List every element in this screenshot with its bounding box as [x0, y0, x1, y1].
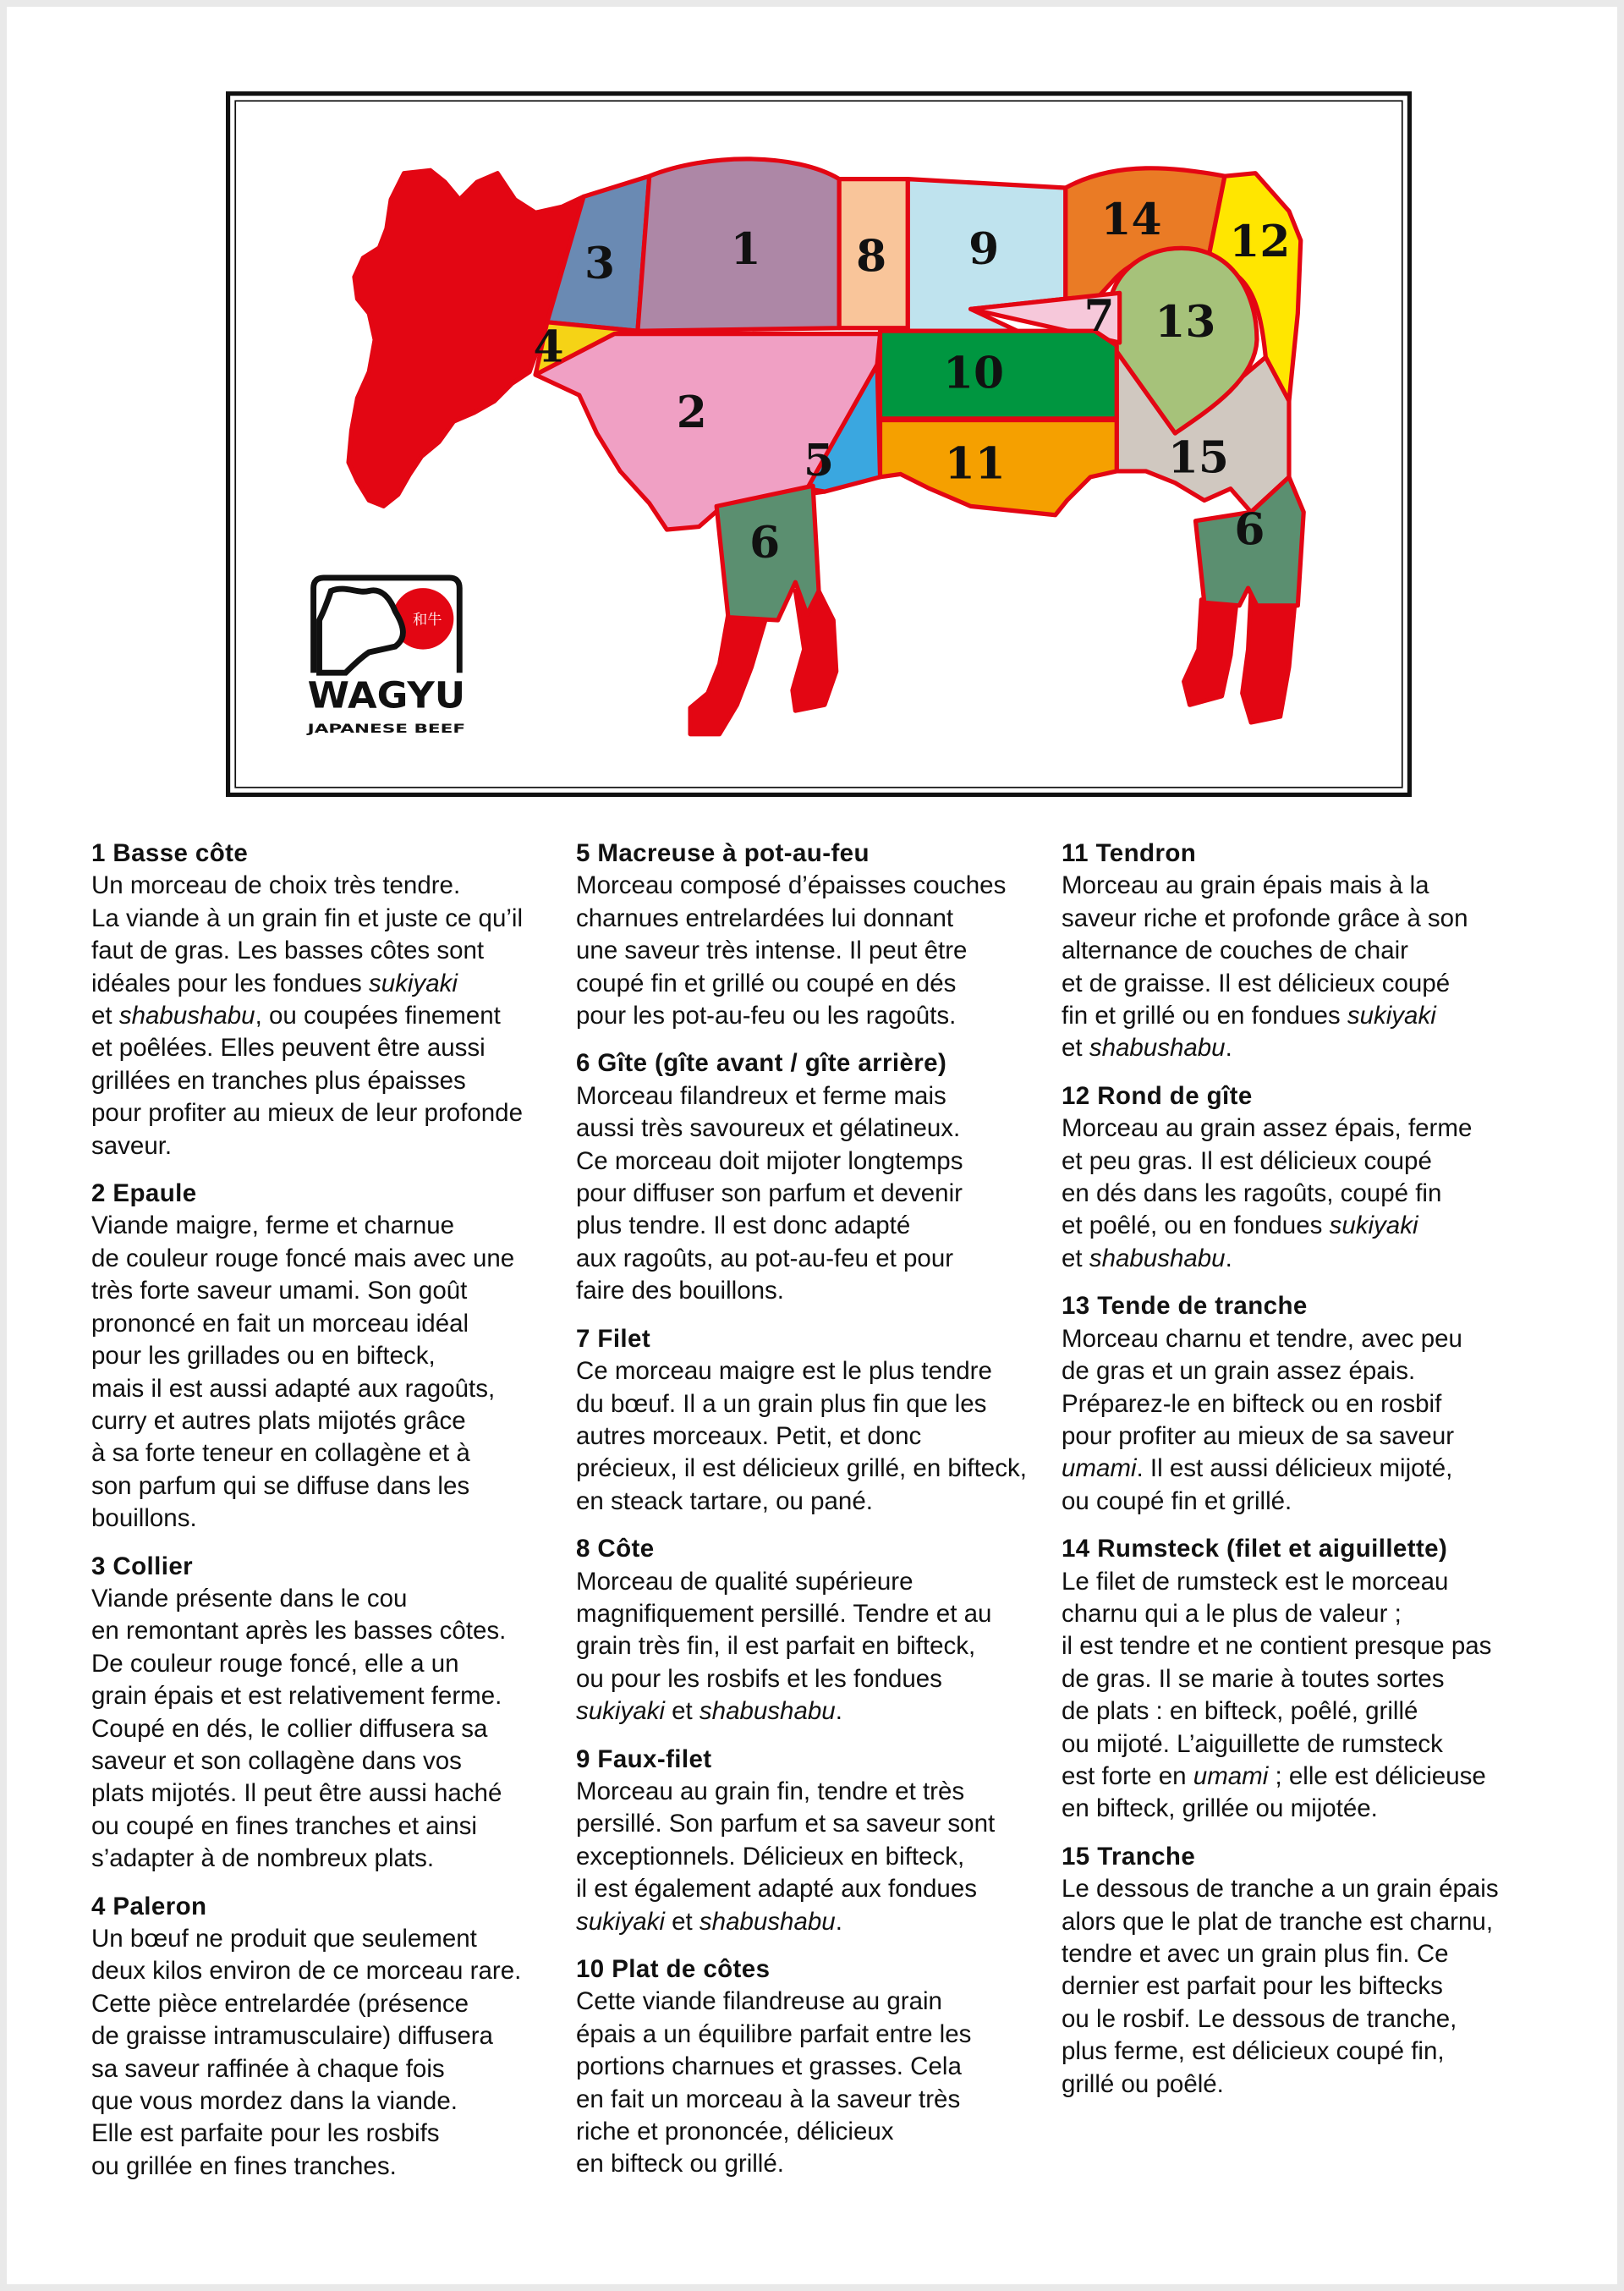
- description-line: Elle est parfaite pour les rosbifs: [91, 2119, 440, 2148]
- text-segment: .: [1225, 1244, 1232, 1272]
- text-segment: est forte en: [1062, 1761, 1193, 1790]
- description-line: La viande à un grain fin et juste ce qu’il: [91, 904, 524, 932]
- description-line: Le dessous de tranche a un grain épais: [1062, 1875, 1499, 1904]
- description-line: de gras. Il se marie à toutes sortes: [1062, 1664, 1445, 1693]
- cut-description: [91, 1178, 573, 1535]
- cut-description: [1062, 1290, 1569, 1518]
- label-cut-12: 12: [1229, 216, 1291, 268]
- description-line: et de graisse. Il est délicieux coupé: [1062, 969, 1451, 997]
- description-line: [91, 1000, 573, 1032]
- page: [7, 7, 1617, 2284]
- italic-term: sukiyaki: [576, 1697, 665, 1726]
- cut-title: 5 Macreuse à pot-au-feu: [576, 839, 870, 867]
- cut-title: 13 Tende de tranche: [1062, 1292, 1308, 1321]
- description-line: plats mijotés. Il peut être aussi haché: [91, 1779, 502, 1808]
- cut-description: [576, 838, 1058, 1032]
- cut-title: 7 Filet: [576, 1324, 651, 1353]
- description-line: Le filet de rumsteck est le morceau: [1062, 1567, 1449, 1596]
- description-line: mais il est aussi adapté aux ragoûts,: [91, 1374, 496, 1403]
- description-line: précieux, il est délicieux grillé, en bifteck,: [576, 1454, 1027, 1483]
- description-line: faire des bouillons.: [576, 1277, 784, 1305]
- description-line: saveur.: [91, 1131, 173, 1160]
- description-line: tendre et avec un grain plus fin. Ce: [1062, 1940, 1449, 1968]
- text-segment: et poêlé, ou en fondues: [1062, 1211, 1330, 1240]
- description-line: [576, 1695, 1058, 1728]
- cut-title: 14 Rumsteck (filet et aiguillette): [1062, 1535, 1448, 1563]
- description-line: [1062, 1243, 1569, 1275]
- description-line: du bœuf. Il a un grain plus fin que les: [576, 1389, 987, 1418]
- italic-term: umami: [1062, 1454, 1137, 1483]
- description-line: grain épais et est relativement ferme.: [91, 1682, 502, 1711]
- description-line: très forte saveur umami. Son goût: [91, 1277, 468, 1305]
- cut-description: [1062, 1533, 1569, 1826]
- description-line: en remontant après les basses côtes.: [91, 1617, 507, 1645]
- description-line: s’adapter à de nombreux plats.: [91, 1844, 435, 1873]
- description-line: en dés dans les ragoûts, coupé fin: [1062, 1179, 1442, 1208]
- cut-description: [91, 1551, 573, 1876]
- column-3: [1062, 838, 1569, 2116]
- logo-subtitle: JAPANESE BEEF: [306, 722, 466, 737]
- italic-term: shabushabu: [699, 1907, 836, 1936]
- description-line: plus tendre. Il est donc adapté: [576, 1211, 911, 1240]
- italic-term: shabushabu: [1089, 1244, 1226, 1272]
- text-segment: , ou coupées finement: [255, 1002, 501, 1030]
- logo-kanji: 和牛: [413, 612, 442, 629]
- italic-term: umami: [1193, 1761, 1269, 1790]
- description-line: à sa forte teneur en collagène et à: [91, 1439, 470, 1468]
- cut-description: [576, 1047, 1058, 1307]
- column-2: [576, 838, 1058, 2196]
- label-cut-7: 7: [1084, 290, 1115, 343]
- description-line: portions charnues et grasses. Cela: [576, 2052, 962, 2081]
- description-line: en bifteck, grillée ou mijotée.: [1062, 1794, 1378, 1823]
- description-line: Coupé en dés, le collier diffusera sa: [91, 1714, 488, 1743]
- description-line: Cette viande filandreuse au grain: [576, 1987, 942, 2016]
- label-cut-4: 4: [533, 321, 564, 373]
- description-line: Morceau de qualité supérieure: [576, 1567, 914, 1596]
- label-cut-1: 1: [730, 223, 761, 275]
- description-line: Morceau au grain assez épais, ferme: [1062, 1114, 1473, 1143]
- cut-title: 15 Tranche: [1062, 1842, 1196, 1871]
- description-line: Ce morceau doit mijoter longtemps: [576, 1146, 963, 1175]
- description-line: Un morceau de choix très tendre.: [91, 871, 461, 900]
- description-line: grain très fin, il est parfait en bifteck,: [576, 1632, 976, 1661]
- label-cut-13: 13: [1155, 296, 1216, 349]
- text-segment: . Il est aussi délicieux mijoté,: [1136, 1454, 1453, 1483]
- cut-title: 11 Tendron: [1062, 839, 1197, 867]
- italic-term: sukiyaki: [576, 1907, 665, 1936]
- description-line: ou grillée en fines tranches.: [91, 2151, 397, 2180]
- description-line: pour profiter au mieux de sa saveur: [1062, 1421, 1455, 1450]
- cut-title: 6 Gîte (gîte avant / gîte arrière): [576, 1049, 947, 1078]
- description-line: exceptionnels. Délicieux en bifteck,: [576, 1842, 965, 1871]
- description-line: [1062, 1210, 1569, 1242]
- description-line: pour profiter au mieux de leur profonde: [91, 1099, 523, 1128]
- cut-title: 3 Collier: [91, 1552, 194, 1580]
- label-cut-2: 2: [676, 387, 707, 439]
- description-line: [1062, 1000, 1569, 1032]
- cut-description: [576, 1953, 1058, 2181]
- cut-description: [1062, 838, 1569, 1065]
- description-line: ou pour les rosbifs et les fondues: [576, 1664, 942, 1693]
- cut-title: 4 Paleron: [91, 1892, 207, 1920]
- label-cut-15: 15: [1167, 431, 1229, 484]
- description-line: De couleur rouge foncé, elle a un: [91, 1649, 459, 1678]
- label-cut-14: 14: [1100, 194, 1162, 246]
- description-line: alors que le plat de tranche est charnu,: [1062, 1907, 1494, 1936]
- label-cut-9: 9: [968, 223, 1000, 275]
- description-line: Morceau filandreux et ferme mais: [576, 1081, 946, 1110]
- description-line: saveur riche et profonde grâce à son: [1062, 904, 1468, 932]
- description-line: dernier est parfait pour les biftecks: [1062, 1972, 1443, 2001]
- description-line: de gras et un grain assez épais.: [1062, 1357, 1416, 1386]
- description-line: Cette pièce entrelardée (présence: [91, 1989, 469, 2018]
- description-line: [576, 1906, 1058, 1938]
- description-line: bouillons.: [91, 1504, 197, 1533]
- description-line: [1062, 1453, 1569, 1485]
- description-line: plus ferme, est délicieux coupé fin,: [1062, 2037, 1445, 2066]
- description-line: son parfum qui se diffuse dans les: [91, 1471, 470, 1500]
- description-line: pour les grillades ou en bifteck,: [91, 1342, 436, 1371]
- description-line: [1062, 1032, 1569, 1064]
- description-line: grillé ou poêlé.: [1062, 2069, 1224, 2098]
- description-line: Préparez-le en bifteck ou en rosbif: [1062, 1389, 1442, 1418]
- cut-title: 1 Basse côte: [91, 839, 249, 867]
- text-segment: et: [664, 1697, 700, 1726]
- description-line: curry et autres plats mijotés grâce: [91, 1406, 466, 1435]
- description-line: sa saveur raffinée à chaque fois: [91, 2054, 445, 2083]
- description-line: Un bœuf ne produit que seulement: [91, 1925, 477, 1953]
- cut-title: 9 Faux-filet: [576, 1744, 712, 1773]
- description-line: charnu qui a le plus de valeur ;: [1062, 1599, 1402, 1628]
- description-line: prononcé en fait un morceau idéal: [91, 1309, 469, 1338]
- label-cut-5: 5: [803, 435, 835, 487]
- description-line: aussi très savoureux et gélatineux.: [576, 1114, 961, 1143]
- text-segment: et: [1062, 1034, 1089, 1063]
- cut-description: [576, 1533, 1058, 1728]
- description-line: ou mijoté. L’aiguillette de rumsteck: [1062, 1729, 1443, 1758]
- description-line: Viande maigre, ferme et charnue: [91, 1211, 455, 1240]
- label-cut-3: 3: [584, 238, 616, 290]
- description-line: coupé fin et grillé ou coupé en dés: [576, 969, 957, 997]
- description-line: pour les pot-au-feu ou les ragoûts.: [576, 1002, 957, 1030]
- description-line: de plats : en bifteck, poêlé, grillé: [1062, 1697, 1418, 1726]
- label-cut-11: 11: [944, 437, 1006, 490]
- description-line: saveur et son collagène dans vos: [91, 1746, 462, 1775]
- description-line: [91, 968, 573, 1000]
- label-cut-6-front: 6: [749, 516, 781, 569]
- cut-description: [1062, 1080, 1569, 1275]
- text-segment: fin et grillé ou en fondues: [1062, 1002, 1347, 1030]
- description-line: pour diffuser son parfum et devenir: [576, 1179, 963, 1208]
- description-line: épais a un équilibre parfait entre les: [576, 2019, 972, 2048]
- cut-description: [576, 1323, 1058, 1518]
- cut-title: 10 Plat de côtes: [576, 1955, 771, 1983]
- italic-term: sukiyaki: [1329, 1211, 1418, 1240]
- cut-description: [91, 1891, 573, 2184]
- logo-brand: WAGYU: [307, 674, 466, 717]
- description-line: autres morceaux. Petit, et donc: [576, 1421, 922, 1450]
- text-segment: ; elle est délicieuse: [1268, 1761, 1486, 1790]
- cut-description: [91, 838, 573, 1162]
- description-line: riche et prononcée, délicieux: [576, 2118, 894, 2146]
- text-segment: et: [664, 1907, 700, 1936]
- text-segment: et: [91, 1002, 119, 1030]
- description-line: charnues entrelardées lui donnant: [576, 904, 954, 932]
- description-line: grillées en tranches plus épaisses: [91, 1066, 466, 1095]
- italic-term: shabushabu: [1089, 1034, 1226, 1063]
- description-line: Morceau au grain épais mais à la: [1062, 871, 1429, 900]
- description-line: une saveur très intense. Il peut être: [576, 937, 968, 965]
- text-segment: et: [1062, 1244, 1089, 1272]
- text-segment: idéales pour les fondues: [91, 969, 370, 997]
- description-line: Morceau au grain fin, tendre et très: [576, 1777, 965, 1805]
- description-line: que vous mordez dans la viande.: [91, 2087, 458, 2116]
- description-line: en fait un morceau à la saveur très: [576, 2085, 961, 2113]
- description-line: Viande présente dans le cou: [91, 1584, 408, 1612]
- description-line: il est tendre et ne contient presque pas: [1062, 1632, 1492, 1661]
- cut-description: [1062, 1841, 1569, 2101]
- description-line: et poêlées. Elles peuvent être aussi: [91, 1034, 486, 1063]
- italic-term: sukiyaki: [369, 969, 458, 997]
- description-line: Morceau charnu et tendre, avec peu: [1062, 1324, 1462, 1353]
- italic-term: sukiyaki: [1347, 1002, 1436, 1030]
- column-1: [91, 838, 573, 2198]
- description-line: faut de gras. Les basses côtes sont: [91, 937, 485, 965]
- italic-term: shabushabu: [118, 1002, 255, 1030]
- description-line: aux ragoûts, au pot-au-feu et pour: [576, 1244, 954, 1272]
- description-line: magnifiquement persillé. Tendre et au: [576, 1599, 992, 1628]
- label-cut-6-back: 6: [1234, 503, 1265, 556]
- description-line: deux kilos environ de ce morceau rare.: [91, 1957, 522, 1986]
- description-line: [1062, 1761, 1569, 1793]
- cut-title: 2 Epaule: [91, 1179, 197, 1208]
- text-segment: .: [835, 1697, 842, 1726]
- description-line: ou coupé en fines tranches et ainsi: [91, 1811, 477, 1840]
- description-line: il est également adapté aux fondues: [576, 1875, 977, 1904]
- italic-term: shabushabu: [699, 1697, 836, 1726]
- description-line: ou coupé fin et grillé.: [1062, 1486, 1292, 1515]
- label-cut-8: 8: [856, 230, 887, 283]
- beef-cuts-diagram: [226, 91, 1412, 797]
- description-line: ou le rosbif. Le dessous de tranche,: [1062, 2004, 1457, 2033]
- description-line: persillé. Son parfum et sa saveur sont: [576, 1810, 996, 1838]
- cut-title: 12 Rond de gîte: [1062, 1081, 1253, 1110]
- label-cut-10: 10: [942, 347, 1005, 399]
- text-segment: .: [835, 1907, 842, 1936]
- description-line: Morceau composé d’épaisses couches: [576, 871, 1007, 900]
- cut-title: 8 Côte: [576, 1535, 655, 1563]
- description-line: en steack tartare, ou pané.: [576, 1486, 873, 1515]
- cut-description: [576, 1744, 1058, 1938]
- description-line: et peu gras. Il est délicieux coupé: [1062, 1146, 1432, 1175]
- description-line: Ce morceau maigre est le plus tendre: [576, 1357, 992, 1386]
- text-segment: .: [1225, 1034, 1232, 1063]
- description-line: en bifteck ou grillé.: [576, 2150, 784, 2178]
- description-line: de graisse intramusculaire) diffusera: [91, 2022, 493, 2051]
- description-line: alternance de couches de chair: [1062, 937, 1408, 965]
- description-line: de couleur rouge foncé mais avec une: [91, 1244, 515, 1272]
